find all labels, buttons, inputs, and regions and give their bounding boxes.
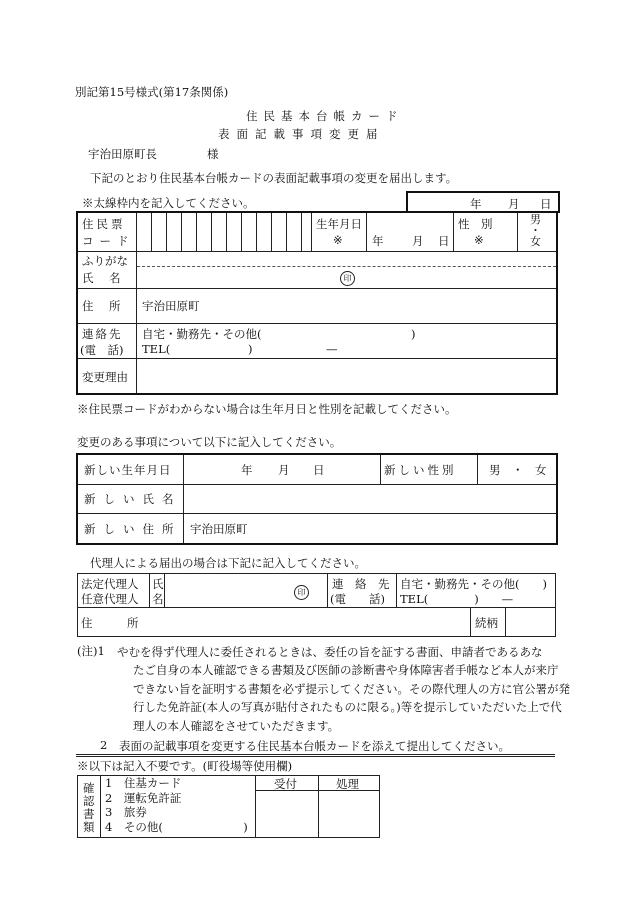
name-label: 氏 名	[82, 271, 123, 285]
birthdate-label: 生年月日	[316, 217, 362, 231]
new-sex-label: 新しい性別	[384, 463, 457, 477]
note-item1-cont: たご自身の本人確認できる書類及び医師の診断書や身体障害者手帳など本人が来庁 できない旨を証明する書類を必ず提示してください。その際代理人の方に官公署が発 行した免許証(本人の写真が貼付されたものに限る。)等を提示していただいた上で代 理人の本人確認をさせていただきます。	[133, 663, 570, 733]
birthdate-mark: ※	[333, 233, 343, 247]
changes-intro: 変更のある事項について以下に記入してください。	[77, 435, 342, 449]
main-form-frame	[76, 211, 558, 395]
agent-contact-label: 連 絡 先	[332, 577, 390, 591]
new-name-label: 新しい氏名	[84, 492, 182, 506]
tel-open[interactable]: TEL(	[142, 342, 171, 356]
note-item2-no: 2	[100, 738, 108, 752]
birth-day[interactable]: 日	[438, 234, 450, 248]
tel-close: )	[248, 342, 253, 356]
new-address-label: 新しい住所	[84, 522, 182, 536]
new-sex-value[interactable]: 男 ・ 女	[489, 463, 547, 477]
new-birthdate-label: 新しい生年月日	[84, 463, 172, 477]
agent-name-label2: 名	[152, 592, 164, 606]
legal-agent-label: 法定代理人	[81, 577, 139, 591]
contact-label: 連絡先	[82, 327, 123, 341]
address-value[interactable]: 宇治田原町	[142, 299, 200, 313]
new-month[interactable]: 月	[278, 463, 290, 477]
furigana-label: ふりがな	[82, 254, 128, 268]
form-number: 別記第15号様式(第17条関係)	[75, 85, 229, 99]
honorific: 様	[207, 147, 219, 161]
changes-table	[76, 453, 558, 545]
divider	[76, 754, 555, 757]
birth-month[interactable]: 月	[412, 234, 424, 248]
sex-label: 性 別	[458, 217, 493, 231]
office-instruction: ※以下は記入不要です。(町役場等使用欄)	[77, 759, 293, 773]
thick-frame-instruction: ※太線枠内を記入してください。	[82, 196, 255, 210]
title-line1: 住民基本台帳カード	[246, 109, 404, 123]
voluntary-agent-label: 任意代理人	[81, 592, 139, 606]
title-line2: 表面記載事項変更届	[218, 127, 385, 141]
change-reason-label: 変更理由	[82, 370, 128, 384]
birth-year[interactable]: 年	[372, 234, 384, 248]
agent-seal-mark: 印	[294, 585, 309, 600]
agent-name-label1: 氏	[152, 577, 164, 591]
agent-phone-label: (電 話)	[330, 592, 385, 606]
sex-options[interactable]: 男 ・ 女	[530, 213, 541, 248]
date-box[interactable]: 年 月 日	[406, 191, 560, 213]
agent-tel[interactable]: TEL( ) —	[400, 592, 514, 606]
code-footnote: ※住民票コードがわからない場合は生年月日と性別を記載してください。	[77, 402, 457, 416]
received-label: 受付	[274, 777, 297, 791]
processing-label: 処理	[336, 777, 359, 791]
intro-text: 下記のとおり住民基本台帳カードの表面記載事項の変更を届出します。	[90, 171, 458, 185]
new-day[interactable]: 日	[313, 463, 325, 477]
document-list: 1 住基カード 2 運転免許証 3 旅券 4 その他( )	[105, 776, 248, 834]
seal-mark: 印	[340, 271, 355, 286]
tel-dash: —	[326, 342, 338, 356]
phone-label: (電 話)	[80, 343, 124, 357]
note-item1: やむを得ず代理人に委任されるときは、委任の旨を証する書面、申請者であるあな	[117, 645, 543, 659]
addressee: 宇治田原町長	[88, 147, 157, 161]
agent-address-label: 住 所	[81, 616, 139, 630]
resident-code-label2: コード	[82, 234, 135, 248]
confirm-documents-label: 確認書類	[83, 781, 95, 834]
note-item2: 表面の記載事項を変更する住民基本台帳カードを添えて提出してください。	[119, 739, 510, 753]
agent-contact-type[interactable]: 自宅・勤務先・その他( )	[400, 577, 547, 591]
sex-mark: ※	[474, 233, 484, 247]
new-year[interactable]: 年	[241, 463, 253, 477]
notes-lead: (注)1	[77, 644, 105, 658]
agent-table	[77, 573, 556, 637]
contact-type[interactable]: 自宅・勤務先・その他( )	[142, 327, 416, 341]
relationship-label: 続柄	[475, 616, 498, 630]
office-table	[77, 775, 380, 838]
agent-intro: 代理人による届出の場合は下記に記入してください。	[90, 556, 366, 570]
address-label: 住 所	[82, 299, 123, 313]
resident-code-label: 住民票	[82, 217, 126, 231]
new-address-value[interactable]: 宇治田原町	[190, 522, 248, 536]
